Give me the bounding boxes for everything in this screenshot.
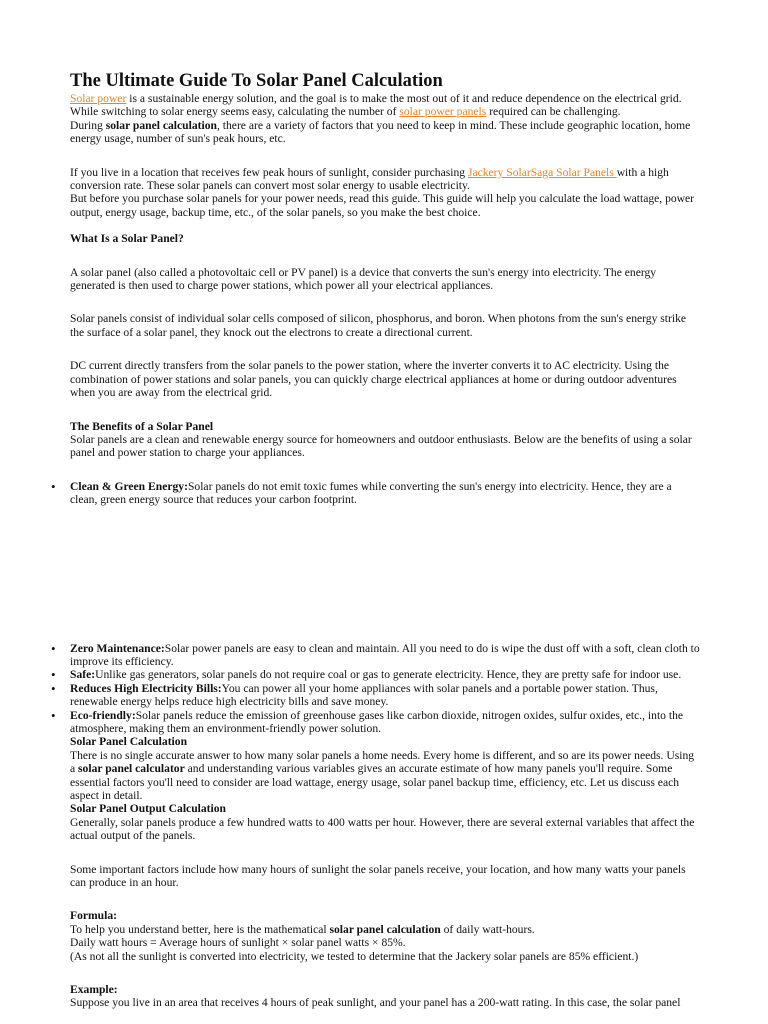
calculation-paragraph: There is no single accurate answer to how many solar panels a home needs. Every home is different, and so are its power needs. Using a solar panel calculator and understanding various variables gives an accurate estimate of how many panels you'll require. Some essential factors you'll need to consider are load wattage, energy usage, solar panel backup time, efficiency, etc. Let us discuss each aspect in detail. [70,748,695,802]
heading-benefits: The Benefits of a Solar Panel [70,419,214,433]
benefits-list-1 [70,480,700,507]
intro-paragraph: Solar power is a sustainable energy solution, and the goal is to make the most out of it and reduce dependence on the electrical grid. While switching to solar energy seems easy, calculating the number of solar power panels required can be challenging. During solar panel calculation, there are a variety of factors that you need to keep in mind. These include geographic location, home energy usage, number of sun's peak hours, etc. [70,92,691,146]
formula-paragraph: To help you understand better, here is the mathematical solar panel calculation of daily watt-hours. Daily watt hours = Average hours of sunlight × solar panel watts × 85%. (As not all the sunlight is converted into electricity, we tested to determine that the Jackery solar panels are 85% efficient.) [70,922,639,963]
page-title: The Ultimate Guide To Solar Panel Calculation [70,71,443,91]
solar-power-link[interactable]: Solar power [70,92,127,105]
what-paragraph-3: DC current directly transfers from the solar panels to the power station, where the inverter converts it to AC electricity. Using the combination of power stations and solar panels, you can quickly charge electrical appliances at home or during outdoor adventures when you are away from the electrical grid. [70,359,677,400]
heading-calculation: Solar Panel Calculation [70,735,188,749]
example-paragraph: Suppose you live in an area that receives 4 hours of peak sunlight, and your panel has a 200-watt rating. In this case, the solar panel [70,996,681,1010]
benefits-paragraph: Solar panels are a clean and renewable energy source for homeowners and outdoor enthusiasts. Below are the benefits of using a solar panel and power station to charge your appliances. [70,432,692,460]
what-paragraph-2: Solar panels consist of individual solar cells composed of silicon, phosphorus, and boron. When photons from the sun's energy strike the surface of a solar panel, they knock out the electrons to create a directional current. [70,312,687,339]
list-item: • Zero Maintenance:Solar power panels are easy to clean and maintain. All you need to do is wipe the dust off with a soft, clean cloth to improve its efficiency. [70,642,700,669]
factors-paragraph: Some important factors include how many hours of sunlight the solar panels receive, your location, and how many watts your panels can produce in an hour. [70,862,686,890]
heading-formula: Formula: [70,909,118,923]
list-item: • Eco-friendly:Solar panels reduce the emission of greenhouse gases like carbon dioxide, nitrogen oxides, sulfur oxides, etc., into the atmosphere, making them an environment-friendly power solution. [70,709,700,736]
benefits-list-2 [70,642,700,736]
heading-example: Example: [70,983,118,997]
document-page [70,70,700,1010]
image-placeholder [70,507,700,642]
output-paragraph: Generally, solar panels produce a few hundred watts to 400 watts per hour. However, there are several external variables that affect the actual output of the panels. [70,815,695,843]
list-item: • Safe:Unlike gas generators, solar panels do not require coal or gas to generate electricity. Hence, they are pretty safe for indoor use. [70,668,700,681]
what-paragraph-1: A solar panel (also called a photovoltaic cell or PV panel) is a device that converts the sun's energy into electricity. The energy generated is then used to charge power stations, which power all your electrical appliances. [70,265,657,293]
jackery-solarsaga-link[interactable]: Jackery SolarSaga Solar Panels [467,165,617,179]
heading-output: Solar Panel Output Calculation [70,802,227,816]
heading-what-is-solar-panel: What Is a Solar Panel? [70,232,184,246]
purchase-paragraph: If you live in a location that receives few peak hours of sunlight, consider purchasing Jackery SolarSaga Solar Panels with a high conversion rate. These solar panels can convert most solar energy to usable electricity. But before you purchase solar panels for your power needs, read this guide. This guide will help you calculate the load wattage, power output, energy usage, backup time, etc., of the solar panels, so you make the best choice. [70,165,695,219]
list-item: • Clean & Green Energy:Solar panels do not emit toxic fumes while converting the sun's energy into electricity. Hence, they are a clean, green energy source that reduces your carbon footprint. [70,480,700,507]
solar-power-panels-link[interactable]: solar power panels [399,105,487,119]
list-item: • Reduces High Electricity Bills:You can power all your home appliances with solar panels and a portable power station. Thus, renewable energy helps reduce high electricity bills and save money. [70,682,700,709]
